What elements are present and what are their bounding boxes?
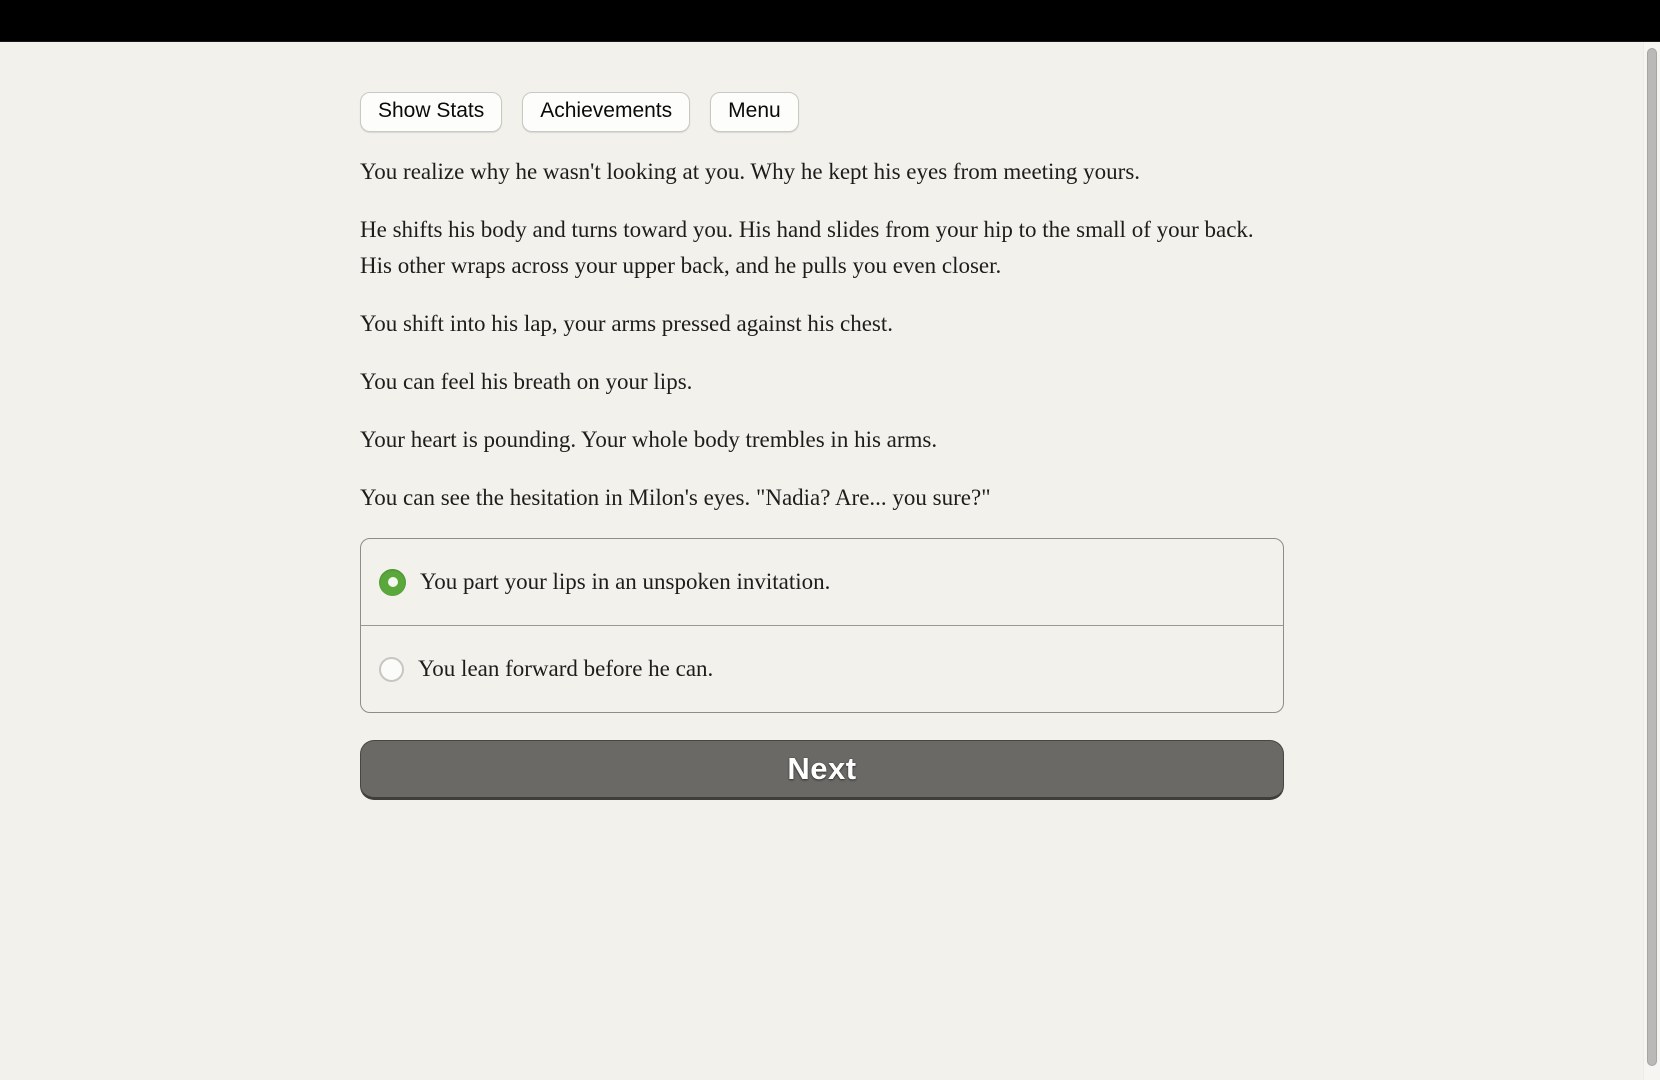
story-paragraph: You realize why he wasn't looking at you. Why he kept his eyes from meeting yours. (360, 159, 1141, 184)
choice-option-1[interactable] (361, 539, 1283, 625)
top-black-bar (0, 0, 1660, 42)
next-button[interactable] (360, 740, 1284, 800)
story-paragraph: You shift into his lap, your arms pressed against his chest. (360, 311, 894, 336)
story-paragraph: Your heart is pounding. Your whole body trembles in his arms. (360, 427, 938, 452)
story-paragraph: He shifts his body and turns toward you. His hand slides from your hip to the small of your back. His other wraps across your upper back, and he pulls you even closer. (360, 217, 1254, 278)
radio-button-icon[interactable] (379, 657, 404, 682)
show-stats-button[interactable]: Show Stats (360, 92, 502, 132)
next-button-label: Next (787, 751, 857, 786)
toolbar (360, 92, 1284, 132)
choice-option-label: You part your lips in an unspoken invitation. (420, 569, 831, 594)
story-paragraph: You can see the hesitation in Milon's eyes. "Nadia? Are... you sure?" (360, 485, 991, 510)
choice-group (360, 538, 1284, 713)
menu-button[interactable]: Menu (710, 92, 799, 132)
achievements-button[interactable]: Achievements (522, 92, 690, 132)
story-paragraph: You can feel his breath on your lips. (360, 369, 693, 394)
scrollbar-track[interactable] (1643, 42, 1660, 1080)
radio-button-icon[interactable] (379, 569, 406, 596)
scrollbar-thumb[interactable] (1647, 48, 1657, 1066)
story-page (360, 42, 1284, 800)
choice-option-2[interactable] (361, 625, 1283, 712)
story-text (360, 154, 1284, 516)
choice-option-label: You lean forward before he can. (418, 656, 714, 681)
